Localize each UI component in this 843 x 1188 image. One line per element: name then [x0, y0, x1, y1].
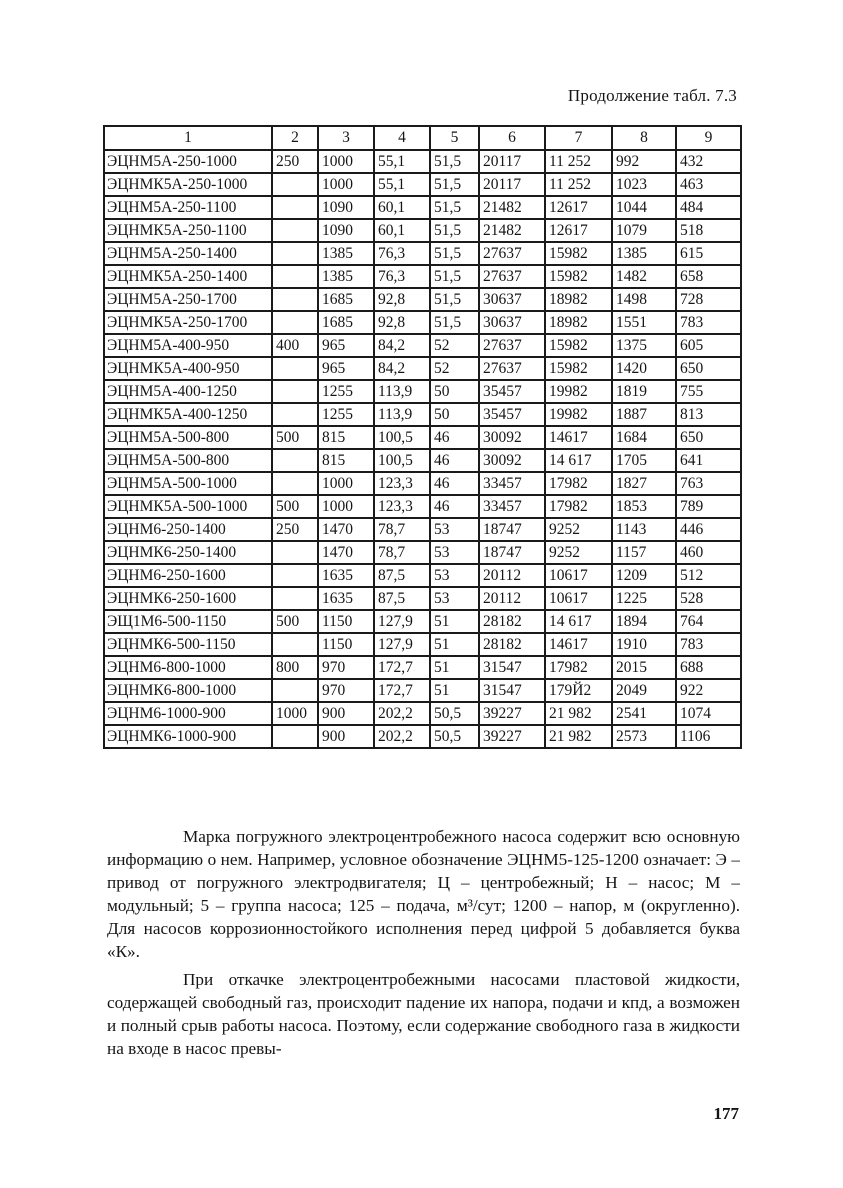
table-cell: 484: [676, 196, 741, 219]
table-cell: 51,5: [430, 265, 479, 288]
table-cell: 35457: [479, 380, 545, 403]
table-cell: 1090: [318, 196, 374, 219]
table-cell: 51,5: [430, 242, 479, 265]
pump-model-cell: ЭЦНМК5А-250-1000: [104, 173, 272, 196]
table-cell: [272, 472, 318, 495]
table-cell: 1000: [318, 150, 374, 173]
table-cell: 15982: [545, 242, 612, 265]
table-cell: 970: [318, 656, 374, 679]
table-cell: 17982: [545, 472, 612, 495]
table-cell: [272, 173, 318, 196]
table-cell: 1157: [612, 541, 676, 564]
pump-model-cell: ЭЦНМК5А-400-1250: [104, 403, 272, 426]
table-cell: 21482: [479, 219, 545, 242]
table-cell: 2049: [612, 679, 676, 702]
table-cell: 27637: [479, 242, 545, 265]
table-cell: 14 617: [545, 449, 612, 472]
column-header: 4: [374, 126, 430, 150]
table-cell: 51: [430, 679, 479, 702]
table-cell: 528: [676, 587, 741, 610]
table-cell: 60,1: [374, 219, 430, 242]
table-cell: 650: [676, 357, 741, 380]
column-header: 9: [676, 126, 741, 150]
table-row: [104, 449, 741, 472]
table-cell: 10617: [545, 587, 612, 610]
table-cell: 172,7: [374, 679, 430, 702]
table-cell: 19982: [545, 380, 612, 403]
pump-model-cell: ЭЦНМ5А-250-1100: [104, 196, 272, 219]
table-cell: 15982: [545, 334, 612, 357]
table-cell: 658: [676, 265, 741, 288]
table-cell: 10617: [545, 564, 612, 587]
table-cell: 92,8: [374, 288, 430, 311]
table-cell: 11 252: [545, 173, 612, 196]
table-cell: [272, 357, 318, 380]
table-cell: 78,7: [374, 541, 430, 564]
table-cell: 1684: [612, 426, 676, 449]
table-cell: 250: [272, 518, 318, 541]
table-cell: 55,1: [374, 173, 430, 196]
pump-specs-table: [103, 125, 742, 749]
table-row: [104, 357, 741, 380]
table-cell: 1000: [272, 702, 318, 725]
table-cell: 15982: [545, 265, 612, 288]
table-cell: 1705: [612, 449, 676, 472]
pump-model-cell: ЭЦНМК6-800-1000: [104, 679, 272, 702]
table-cell: 615: [676, 242, 741, 265]
table-cell: [272, 679, 318, 702]
table-cell: 1090: [318, 219, 374, 242]
pump-model-cell: ЭЦНМ5А-400-950: [104, 334, 272, 357]
table-cell: 764: [676, 610, 741, 633]
table-cell: 14 617: [545, 610, 612, 633]
table-cell: 1685: [318, 288, 374, 311]
table-row: [104, 265, 741, 288]
table-cell: 21482: [479, 196, 545, 219]
pump-model-cell: ЭЦНМК5А-500-1000: [104, 495, 272, 518]
page-number: 177: [713, 1104, 739, 1123]
table-cell: 1470: [318, 541, 374, 564]
table-cell: 1255: [318, 380, 374, 403]
table-cell: 18982: [545, 288, 612, 311]
table-cell: 30637: [479, 288, 545, 311]
table-cell: 783: [676, 633, 741, 656]
table-cell: 463: [676, 173, 741, 196]
table-cell: 30092: [479, 426, 545, 449]
table-cell: 1074: [676, 702, 741, 725]
table-cell: 87,5: [374, 587, 430, 610]
table-cell: 500: [272, 495, 318, 518]
pump-model-cell: ЭЦНМ5А-250-1700: [104, 288, 272, 311]
table-cell: 50,5: [430, 702, 479, 725]
table-cell: 33457: [479, 472, 545, 495]
table-cell: 518: [676, 219, 741, 242]
table-cell: 1209: [612, 564, 676, 587]
table-cell: 113,9: [374, 403, 430, 426]
table-cell: 84,2: [374, 334, 430, 357]
table-cell: [272, 725, 318, 748]
table-cell: 53: [430, 518, 479, 541]
table-cell: 28182: [479, 633, 545, 656]
table-cell: 1853: [612, 495, 676, 518]
pump-model-cell: ЭЦНМ6-1000-900: [104, 702, 272, 725]
table-cell: 18747: [479, 518, 545, 541]
pump-model-cell: ЭЦНМ6-250-1600: [104, 564, 272, 587]
table-cell: 1150: [318, 610, 374, 633]
table-row: [104, 656, 741, 679]
table-cell: [272, 380, 318, 403]
pump-model-cell: ЭЦНМК6-1000-900: [104, 725, 272, 748]
table-cell: 51: [430, 610, 479, 633]
table-cell: 100,5: [374, 426, 430, 449]
table-cell: 51,5: [430, 311, 479, 334]
table-cell: 50: [430, 403, 479, 426]
table-cell: 1470: [318, 518, 374, 541]
table-cell: 789: [676, 495, 741, 518]
table-cell: 19982: [545, 403, 612, 426]
table-cell: 1685: [318, 311, 374, 334]
table-cell: 970: [318, 679, 374, 702]
column-header: 8: [612, 126, 676, 150]
table-row: [104, 679, 741, 702]
table-cell: 33457: [479, 495, 545, 518]
table-cell: 18747: [479, 541, 545, 564]
table-row: [104, 541, 741, 564]
table-cell: 512: [676, 564, 741, 587]
table-cell: 900: [318, 725, 374, 748]
table-cell: 250: [272, 150, 318, 173]
table-cell: 1910: [612, 633, 676, 656]
table-cell: 1044: [612, 196, 676, 219]
table-cell: 992: [612, 150, 676, 173]
pump-model-cell: ЭЦНМ5А-400-1250: [104, 380, 272, 403]
table-cell: 2015: [612, 656, 676, 679]
table-cell: 51: [430, 633, 479, 656]
table-cell: 50: [430, 380, 479, 403]
table-row: [104, 334, 741, 357]
table-row: [104, 564, 741, 587]
table-cell: 52: [430, 357, 479, 380]
table-cell: 21 982: [545, 725, 612, 748]
table-cell: 78,7: [374, 518, 430, 541]
pump-model-cell: ЭЦНМ6-250-1400: [104, 518, 272, 541]
table-cell: 500: [272, 426, 318, 449]
table-cell: [272, 242, 318, 265]
table-cell: 76,3: [374, 242, 430, 265]
table-cell: 123,3: [374, 495, 430, 518]
table-cell: [272, 403, 318, 426]
column-header: 6: [479, 126, 545, 150]
table-cell: 688: [676, 656, 741, 679]
table-cell: 815: [318, 426, 374, 449]
table-cell: 1498: [612, 288, 676, 311]
table-cell: 202,2: [374, 702, 430, 725]
table-cell: 641: [676, 449, 741, 472]
table-cell: [272, 587, 318, 610]
table-cell: 51,5: [430, 196, 479, 219]
column-header: 5: [430, 126, 479, 150]
pump-model-cell: ЭЦНМК5А-250-1700: [104, 311, 272, 334]
table-row: [104, 196, 741, 219]
pump-model-cell: ЭЦНМК6-250-1600: [104, 587, 272, 610]
table-cell: 2573: [612, 725, 676, 748]
table-header-row: [104, 126, 741, 150]
table-cell: 51: [430, 656, 479, 679]
table-cell: 783: [676, 311, 741, 334]
table-cell: 12617: [545, 219, 612, 242]
table-cell: 113,9: [374, 380, 430, 403]
table-cell: 53: [430, 564, 479, 587]
table-cell: [272, 265, 318, 288]
paragraph: Марка погружного электроцентробежного насоса содержит всю основную информацию о нем. Например, условное обозначение ЭЦНМ5-125-1200 означает: Э – привод от погружного электродвигателя; Ц – центробежный; Н – насос; М – модульный; 5 – группа насоса; 125 – подача, м³/сут; 1200 – напор, м (округленно). Для насосов коррозионностойкого исполнения перед цифрой 5 добавляется буква «К».: [107, 827, 740, 961]
table-cell: 31547: [479, 679, 545, 702]
table-cell: 11 252: [545, 150, 612, 173]
table-cell: 20117: [479, 150, 545, 173]
table-cell: 55,1: [374, 150, 430, 173]
table-row: [104, 150, 741, 173]
table-cell: 1887: [612, 403, 676, 426]
table-cell: 202,2: [374, 725, 430, 748]
table-cell: 500: [272, 610, 318, 633]
table-cell: 2541: [612, 702, 676, 725]
table-row: [104, 380, 741, 403]
table-row: [104, 610, 741, 633]
table-cell: [272, 219, 318, 242]
table-cell: [272, 564, 318, 587]
table-cell: 20117: [479, 173, 545, 196]
table-cell: [272, 288, 318, 311]
table-cell: 21 982: [545, 702, 612, 725]
table-cell: 52: [430, 334, 479, 357]
table-cell: 179Й2: [545, 679, 612, 702]
table-cell: 813: [676, 403, 741, 426]
table-cell: 14617: [545, 426, 612, 449]
table-cell: 1385: [612, 242, 676, 265]
pump-model-cell: ЭЦНМ5А-250-1400: [104, 242, 272, 265]
table-cell: 27637: [479, 265, 545, 288]
table-cell: 76,3: [374, 265, 430, 288]
table-row: [104, 725, 741, 748]
table-cell: 87,5: [374, 564, 430, 587]
column-header: 1: [104, 126, 272, 150]
pump-model-cell: ЭЦНМК5А-250-1100: [104, 219, 272, 242]
table-cell: 127,9: [374, 633, 430, 656]
table-cell: 46: [430, 472, 479, 495]
table-cell: [272, 196, 318, 219]
table-cell: 46: [430, 495, 479, 518]
table-cell: 30637: [479, 311, 545, 334]
table-cell: 12617: [545, 196, 612, 219]
table-cell: 9252: [545, 518, 612, 541]
table-cell: 18982: [545, 311, 612, 334]
table-cell: 815: [318, 449, 374, 472]
table-cell: 35457: [479, 403, 545, 426]
table-cell: 28182: [479, 610, 545, 633]
table-row: [104, 403, 741, 426]
table-cell: [272, 449, 318, 472]
body-text: [107, 826, 740, 1061]
column-header: 2: [272, 126, 318, 150]
table-caption: Продолжение табл. 7.3: [567, 86, 737, 105]
table-cell: 1255: [318, 403, 374, 426]
table-cell: 31547: [479, 656, 545, 679]
pump-model-cell: ЭЦНМ5А-500-1000: [104, 472, 272, 495]
table-row: [104, 495, 741, 518]
column-header: 7: [545, 126, 612, 150]
table-row: [104, 518, 741, 541]
pump-model-cell: ЭЦНМК6-500-1150: [104, 633, 272, 656]
table-cell: 172,7: [374, 656, 430, 679]
table-cell: 50,5: [430, 725, 479, 748]
table-cell: 51,5: [430, 150, 479, 173]
table-cell: 27637: [479, 357, 545, 380]
table-cell: 965: [318, 357, 374, 380]
table-cell: [272, 541, 318, 564]
table-cell: 1827: [612, 472, 676, 495]
table-cell: 1551: [612, 311, 676, 334]
table-cell: 1385: [318, 265, 374, 288]
table-row: [104, 472, 741, 495]
table-cell: 1635: [318, 587, 374, 610]
table-cell: [272, 633, 318, 656]
table-cell: 1023: [612, 173, 676, 196]
pump-model-cell: ЭЦНМ5А-250-1000: [104, 150, 272, 173]
table-cell: 800: [272, 656, 318, 679]
table-cell: 123,3: [374, 472, 430, 495]
table-cell: 922: [676, 679, 741, 702]
table-cell: 1150: [318, 633, 374, 656]
table-cell: 60,1: [374, 196, 430, 219]
table-cell: 1000: [318, 472, 374, 495]
table-cell: 1420: [612, 357, 676, 380]
table-row: [104, 702, 741, 725]
table-cell: 100,5: [374, 449, 430, 472]
table-cell: 728: [676, 288, 741, 311]
table-row: [104, 587, 741, 610]
pump-model-cell: ЭЦНМ5А-500-800: [104, 449, 272, 472]
table-cell: 446: [676, 518, 741, 541]
table-cell: 127,9: [374, 610, 430, 633]
column-header: 3: [318, 126, 374, 150]
table-row: [104, 288, 741, 311]
table-cell: 432: [676, 150, 741, 173]
pump-model-cell: ЭЦНМК5А-400-950: [104, 357, 272, 380]
pump-model-cell: ЭЦНМК5А-250-1400: [104, 265, 272, 288]
table-cell: 1143: [612, 518, 676, 541]
table-cell: 400: [272, 334, 318, 357]
table-cell: 9252: [545, 541, 612, 564]
table-cell: 39227: [479, 725, 545, 748]
table-cell: 30092: [479, 449, 545, 472]
pump-model-cell: ЭЦНМ5А-500-800: [104, 426, 272, 449]
table-cell: 20112: [479, 587, 545, 610]
table-cell: 1385: [318, 242, 374, 265]
table-cell: 46: [430, 426, 479, 449]
table-cell: 27637: [479, 334, 545, 357]
table-row: [104, 242, 741, 265]
table-row: [104, 633, 741, 656]
table-cell: 1482: [612, 265, 676, 288]
table-cell: 14617: [545, 633, 612, 656]
table-cell: 17982: [545, 495, 612, 518]
table-row: [104, 219, 741, 242]
table-cell: 755: [676, 380, 741, 403]
pump-model-cell: ЭЦНМ6-800-1000: [104, 656, 272, 679]
table-cell: 92,8: [374, 311, 430, 334]
table-cell: 51,5: [430, 288, 479, 311]
table-cell: 900: [318, 702, 374, 725]
pump-model-cell: ЭЦНМК6-250-1400: [104, 541, 272, 564]
table-cell: 17982: [545, 656, 612, 679]
table-cell: 1635: [318, 564, 374, 587]
table-cell: 1375: [612, 334, 676, 357]
table-cell: 650: [676, 426, 741, 449]
table-cell: 965: [318, 334, 374, 357]
table-cell: 460: [676, 541, 741, 564]
table-cell: 53: [430, 541, 479, 564]
table-row: [104, 173, 741, 196]
table-cell: 51,5: [430, 219, 479, 242]
table-cell: 1225: [612, 587, 676, 610]
table-cell: 51,5: [430, 173, 479, 196]
table-cell: 1079: [612, 219, 676, 242]
table-cell: 1106: [676, 725, 741, 748]
table-cell: 1000: [318, 173, 374, 196]
table-cell: 53: [430, 587, 479, 610]
table-row: [104, 426, 741, 449]
table-row: [104, 311, 741, 334]
table-cell: 15982: [545, 357, 612, 380]
table-cell: 84,2: [374, 357, 430, 380]
table-cell: [272, 311, 318, 334]
paragraph: При откачке электроцентробежными насосами пластовой жидкости, содержащей свободный газ, происходит падение их напора, подачи и кпд, а возможен и полный срыв работы насоса. Поэтому, если содержание свободного газа в жидкости на входе в насос превы-: [107, 970, 740, 1059]
pump-model-cell: ЭЩ1М6-500-1150: [104, 610, 272, 633]
table-cell: 1894: [612, 610, 676, 633]
table-cell: 763: [676, 472, 741, 495]
table-cell: 605: [676, 334, 741, 357]
table-cell: 46: [430, 449, 479, 472]
table-cell: 39227: [479, 702, 545, 725]
table-cell: 1819: [612, 380, 676, 403]
table-cell: 20112: [479, 564, 545, 587]
table-cell: 1000: [318, 495, 374, 518]
